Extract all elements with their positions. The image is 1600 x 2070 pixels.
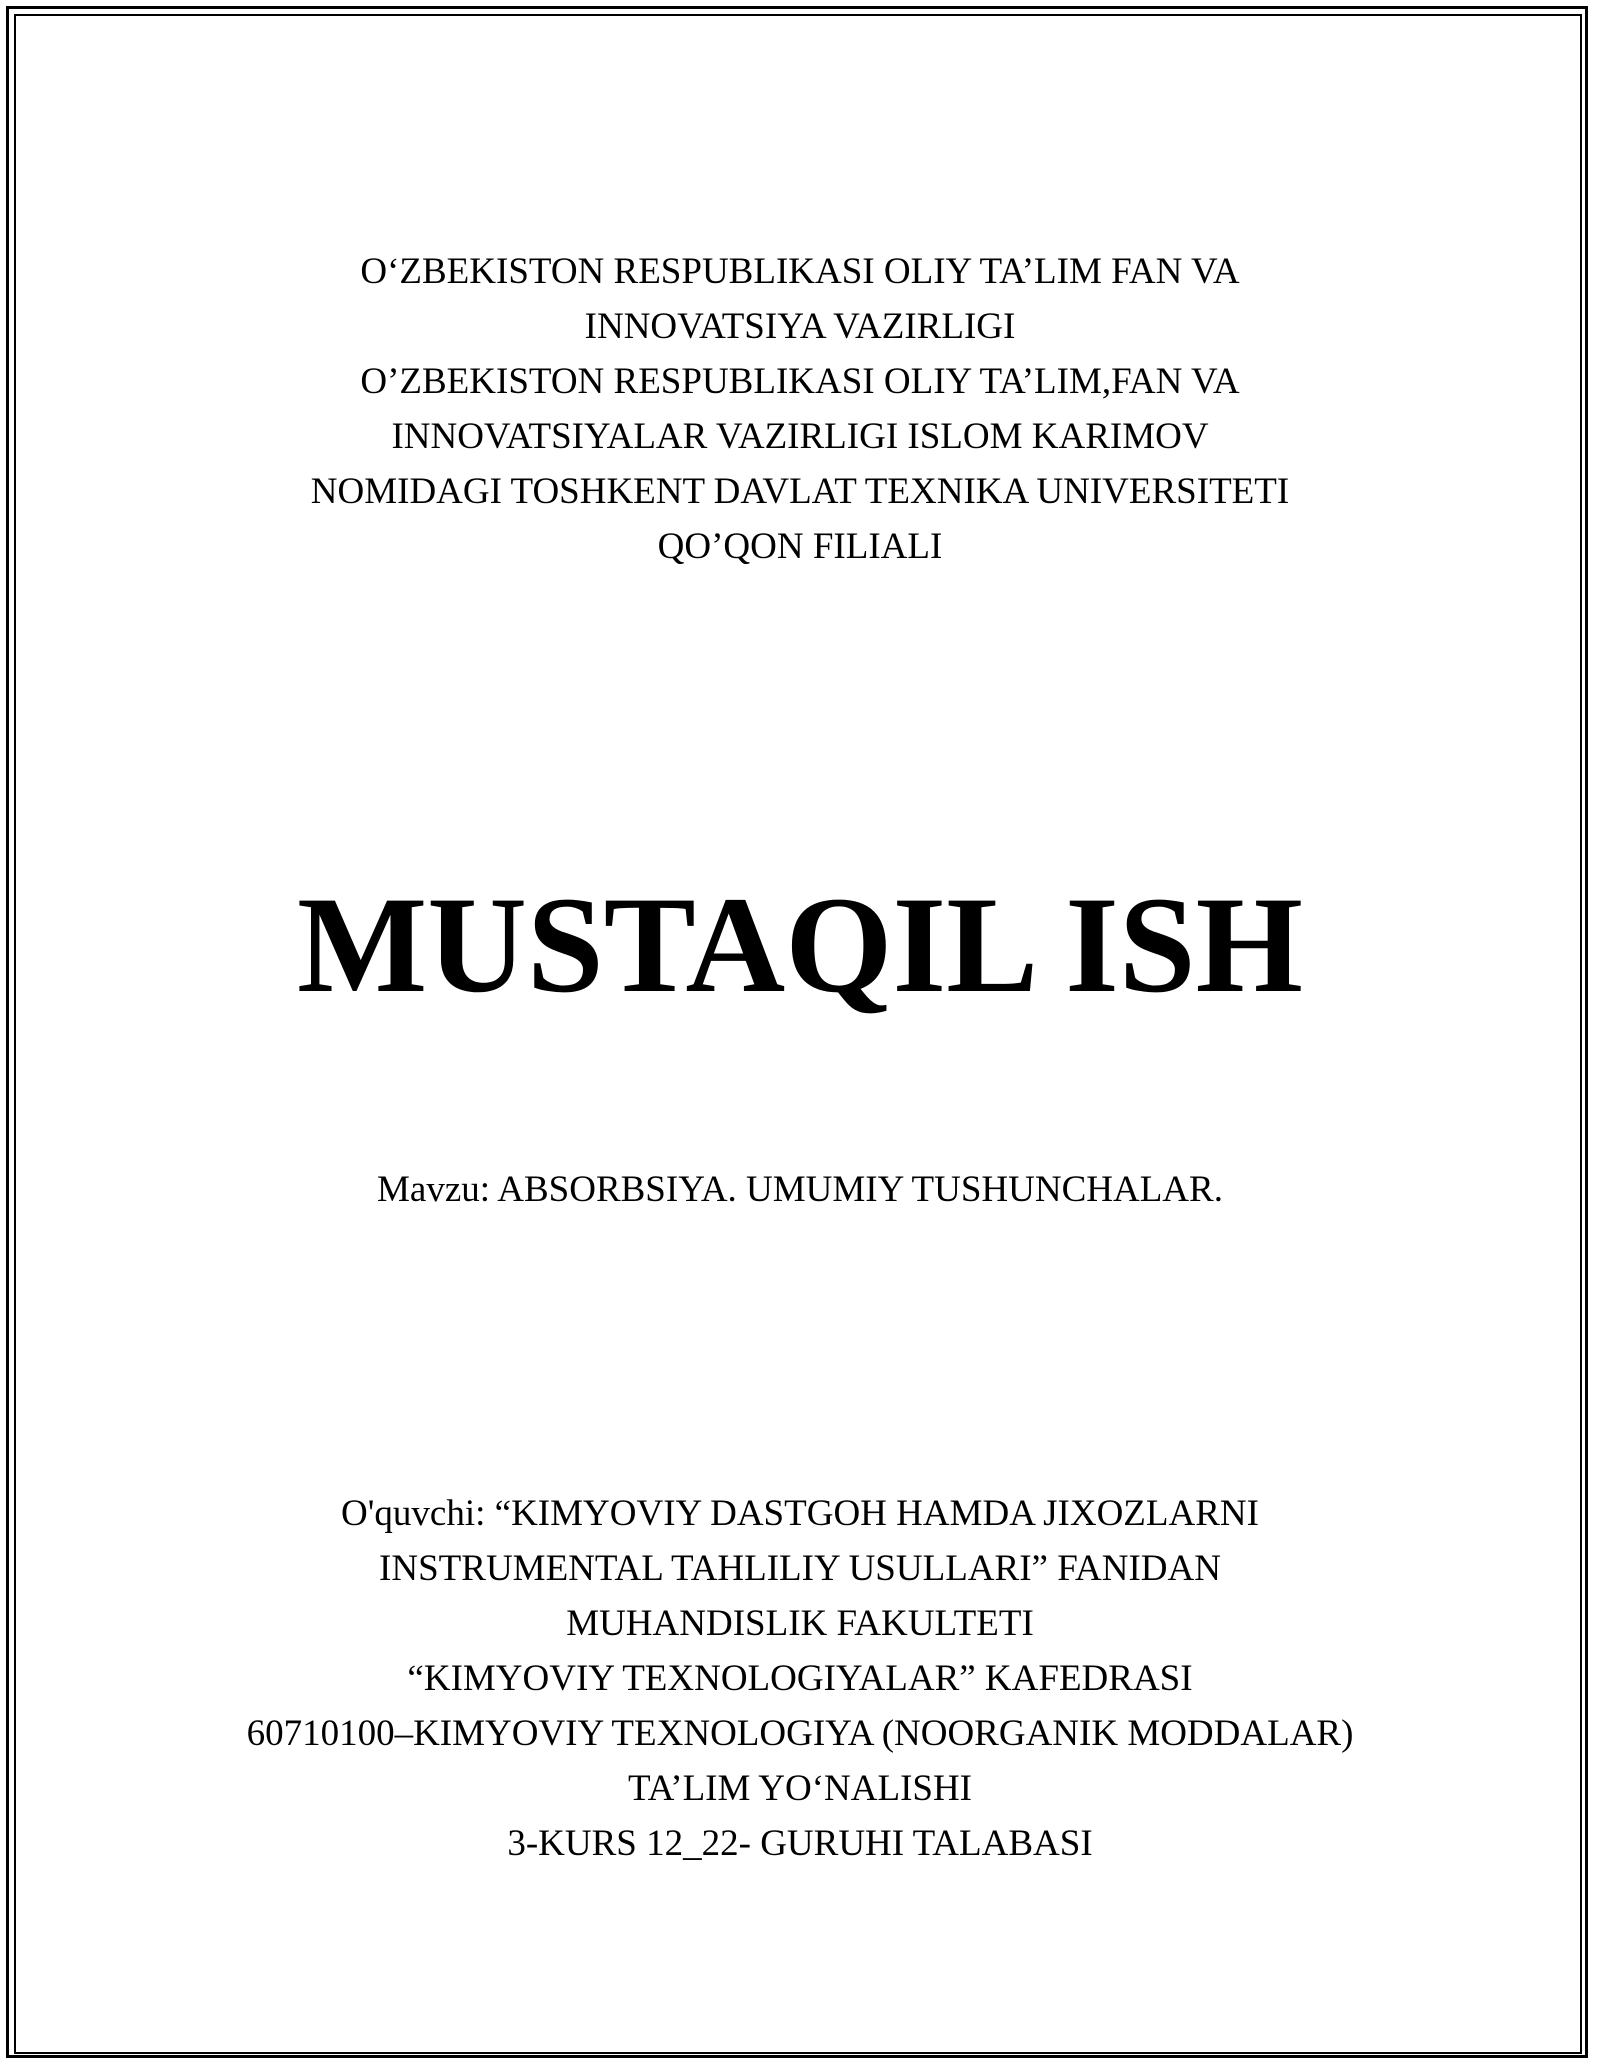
header-line: INNOVATSIYA VAZIRLIGI	[584, 306, 1016, 347]
institution-header	[200, 244, 1400, 574]
header-line: INNOVATSIYALAR VAZIRLIGI ISLOM KARIMOV	[391, 416, 1209, 457]
student-line: INSTRUMENTAL TAHLILIY USULLARI” FANIDAN	[379, 1548, 1221, 1589]
document-topic: Mavzu: ABSORBSIYA. UMUMIY TUSHUNCHALAR.	[377, 1169, 1223, 1210]
student-line: TA’LIM YO‘NALISHI	[627, 1768, 973, 1809]
student-line: 3-KURS 12_22- GURUHI TALABASI	[507, 1823, 1093, 1864]
student-line: MUHANDISLIK FAKULTETI	[566, 1603, 1034, 1644]
header-line: QO’QON FILIALI	[657, 526, 943, 567]
student-line: “KIMYOVIY TEXNOLOGIYALAR” KAFEDRASI	[407, 1658, 1193, 1699]
header-line: O‘ZBEKISTON RESPUBLIKASI OLIY TA’LIM FAN VA	[360, 251, 1240, 292]
header-line: NOMIDAGI TOSHKENT DAVLAT TEXNIKA UNIVERSITETI	[310, 471, 1290, 512]
header-line: O’ZBEKISTON RESPUBLIKASI OLIY TA’LIM,FAN VA	[360, 361, 1240, 402]
student-line: 60710100–KIMYOVIY TEXNOLOGIYA (NOORGANIK MODDALAR)	[246, 1713, 1354, 1754]
student-line: O'quvchi: “KIMYOVIY DASTGOH HAMDA JIXOZLARNI	[341, 1493, 1259, 1534]
student-info	[200, 1486, 1400, 1871]
document-title: MUSTAQIL ISH	[297, 868, 1303, 1021]
